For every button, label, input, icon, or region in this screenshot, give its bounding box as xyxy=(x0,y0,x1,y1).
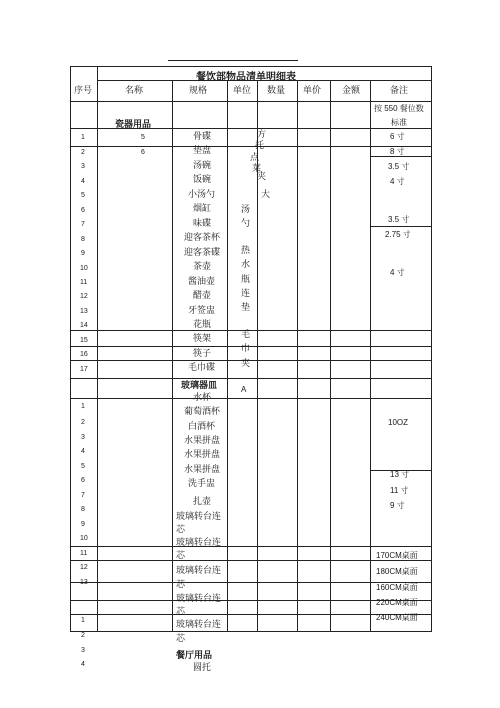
item-name: 饭碗 xyxy=(193,175,212,185)
row-number: 3 xyxy=(81,647,85,654)
table-left-border xyxy=(70,66,71,632)
col-sep-6 xyxy=(330,80,331,632)
item-name: 玻璃转台连 xyxy=(176,512,222,522)
row-sep-e xyxy=(70,360,432,361)
remark-value: 8 寸 xyxy=(390,147,405,156)
item-name: 芯 xyxy=(176,607,186,617)
header-unit: 单位 xyxy=(233,86,252,96)
unit-char: 大 xyxy=(261,190,271,200)
header-index: 序号 xyxy=(74,86,93,96)
remark-value: 10OZ xyxy=(388,418,409,427)
unit-char: 热 xyxy=(241,246,251,256)
item-name: 玻璃转台连 xyxy=(176,538,222,548)
row-number: 1 xyxy=(81,403,85,410)
unit-char: 夹 xyxy=(257,172,267,182)
unit-char: 瓶 xyxy=(241,275,251,285)
remark-value: 3.5 寸 xyxy=(388,162,410,171)
col-sep-1 xyxy=(97,66,98,632)
row-number: 2 xyxy=(81,149,85,156)
item-name: 毛巾碟 xyxy=(188,363,216,373)
title-top-line xyxy=(168,60,298,61)
unit-char: 托 xyxy=(255,141,265,151)
name-column-number: 5 xyxy=(141,134,145,141)
header-remark: 备注 xyxy=(390,86,409,96)
header-quantity: 数量 xyxy=(267,86,286,96)
item-name: 骨碟 xyxy=(193,132,212,142)
remark-value: 4 寸 xyxy=(390,177,405,186)
remark-value: 11 寸 xyxy=(390,486,409,495)
section-dining: 餐厅用品 xyxy=(176,651,213,661)
item-name: 酱油壶 xyxy=(188,277,216,287)
remark-header-line-1: 按 550 餐位数 xyxy=(374,104,424,113)
unit-char: 连 xyxy=(241,289,251,299)
col-sep-5 xyxy=(297,80,298,632)
header-line-2 xyxy=(70,101,432,102)
row-number: 9 xyxy=(81,250,85,257)
header-amount: 金额 xyxy=(342,86,361,96)
item-name: 迎客茶杯 xyxy=(184,233,221,243)
unit-char: 勺 xyxy=(241,219,251,229)
unit-char: 毛 xyxy=(241,330,251,340)
row-number: 6 xyxy=(81,477,85,484)
item-name: 芯 xyxy=(176,634,186,644)
item-name: 醋壶 xyxy=(193,291,212,301)
row-number: 1 xyxy=(81,617,85,624)
item-name: 芯 xyxy=(176,525,186,535)
row-number: 9 xyxy=(81,521,85,528)
row-sep-b xyxy=(70,146,432,147)
table-right-border xyxy=(431,66,432,632)
item-name: 白酒杯 xyxy=(188,422,216,432)
row-sep-d xyxy=(70,346,432,347)
row-number: 11 xyxy=(80,279,88,286)
item-name: 水果拼盘 xyxy=(184,465,221,475)
item-name: 玻璃转台连 xyxy=(176,566,222,576)
remark-header-line-2: 标准 xyxy=(391,118,407,127)
row-number: 7 xyxy=(81,221,85,228)
row-number: 10 xyxy=(80,265,88,272)
unit-char: 菜 xyxy=(252,164,262,174)
unit-char: 夹 xyxy=(241,359,251,369)
row-number: 6 xyxy=(81,207,85,214)
row-number: 4 xyxy=(81,178,85,185)
row-sep-h xyxy=(70,546,432,547)
remark-value: 6 寸 xyxy=(390,132,405,141)
item-name: 洗手盅 xyxy=(188,479,216,489)
remark-value: 13 寸 xyxy=(390,470,410,479)
item-name: 芯 xyxy=(176,551,186,561)
row-number: 5 xyxy=(81,192,85,199)
row-number: 15 xyxy=(80,337,88,344)
item-name: 烟缸 xyxy=(193,204,212,214)
remark-value: 4 寸 xyxy=(390,268,405,277)
row-number: 16 xyxy=(80,351,88,358)
row-number: 1 xyxy=(81,134,85,141)
remark-value: 170CM桌面 xyxy=(376,551,418,560)
row-number: 4 xyxy=(81,661,85,668)
unit-char: 汤 xyxy=(241,205,251,215)
item-name: 扎壶 xyxy=(193,497,212,507)
row-number: 17 xyxy=(80,366,88,373)
item-name: 味碟 xyxy=(193,219,212,229)
unit-char: 点 xyxy=(250,153,260,163)
row-number: 4 xyxy=(81,448,85,455)
row-number: 8 xyxy=(81,506,85,513)
remark-value: 3.5 寸 xyxy=(388,215,410,224)
name-column-number: 6 xyxy=(141,149,145,156)
row-sep-c xyxy=(70,330,432,331)
section-porcelain: 瓷器用品 xyxy=(115,120,152,130)
row-number: 3 xyxy=(81,163,85,170)
item-name: 圆托 xyxy=(193,663,212,673)
item-name: 茶壶 xyxy=(193,262,212,272)
section-glass: 玻璃器皿 xyxy=(181,381,218,391)
header-spec: 规格 xyxy=(189,86,208,96)
col-sep-3 xyxy=(227,80,228,632)
item-name: 玻璃转台连 xyxy=(176,594,222,604)
row-number: 8 xyxy=(81,236,85,243)
unit-char: A xyxy=(241,385,247,394)
remark-sep-2 xyxy=(370,226,431,227)
row-number: 2 xyxy=(81,632,85,639)
remark-value: 9 寸 xyxy=(390,501,405,510)
item-name: 葡萄酒杯 xyxy=(184,407,221,417)
row-sep-f xyxy=(70,378,432,379)
item-name: 芯 xyxy=(176,580,186,590)
item-name: 小汤勺 xyxy=(188,190,216,200)
unit-char: 巾 xyxy=(241,344,251,354)
row-number: 11 xyxy=(80,550,88,557)
item-name: 水杯 xyxy=(193,393,212,403)
item-name: 水果拼盘 xyxy=(184,436,221,446)
remark-value: 240CM桌面 xyxy=(376,613,418,622)
row-number: 13 xyxy=(80,579,88,586)
row-number: 2 xyxy=(81,419,85,426)
row-number: 14 xyxy=(80,322,88,329)
remark-value: 2.75 寸 xyxy=(385,230,411,239)
table-bottom-border xyxy=(70,631,432,632)
unit-char: 垫 xyxy=(241,303,251,313)
item-name: 垫盘 xyxy=(193,146,212,156)
table-top-border xyxy=(70,66,432,67)
row-number: 3 xyxy=(81,434,85,441)
remark-value: 160CM桌面 xyxy=(376,583,418,592)
item-name: 汤碗 xyxy=(193,161,212,171)
row-number: 13 xyxy=(80,308,88,315)
item-name: 玻璃转台连 xyxy=(176,620,222,630)
row-number: 5 xyxy=(81,463,85,470)
unit-char: 方 xyxy=(257,130,267,140)
item-name: 花瓶 xyxy=(193,320,212,330)
item-name: 牙签盅 xyxy=(188,306,216,316)
row-number: 12 xyxy=(80,564,88,571)
col-sep-7 xyxy=(370,80,371,632)
row-number: 10 xyxy=(80,535,88,542)
header-name: 名称 xyxy=(125,86,144,96)
unit-char: 水 xyxy=(241,260,251,270)
col-sep-2 xyxy=(172,80,173,632)
document-title: 餐饮部物品清单明细表 xyxy=(196,72,296,83)
header-unit-price: 单价 xyxy=(303,86,322,96)
row-number: 7 xyxy=(81,492,85,499)
item-name: 水果拼盘 xyxy=(184,450,221,460)
row-sep-g xyxy=(70,398,432,399)
item-name: 迎客茶碟 xyxy=(184,248,221,258)
remark-value: 220CM桌面 xyxy=(376,598,418,607)
item-name: 筷子 xyxy=(193,349,212,359)
remark-value: 180CM桌面 xyxy=(376,567,418,576)
item-name: 筷架 xyxy=(193,334,212,344)
row-number: 12 xyxy=(80,293,88,300)
